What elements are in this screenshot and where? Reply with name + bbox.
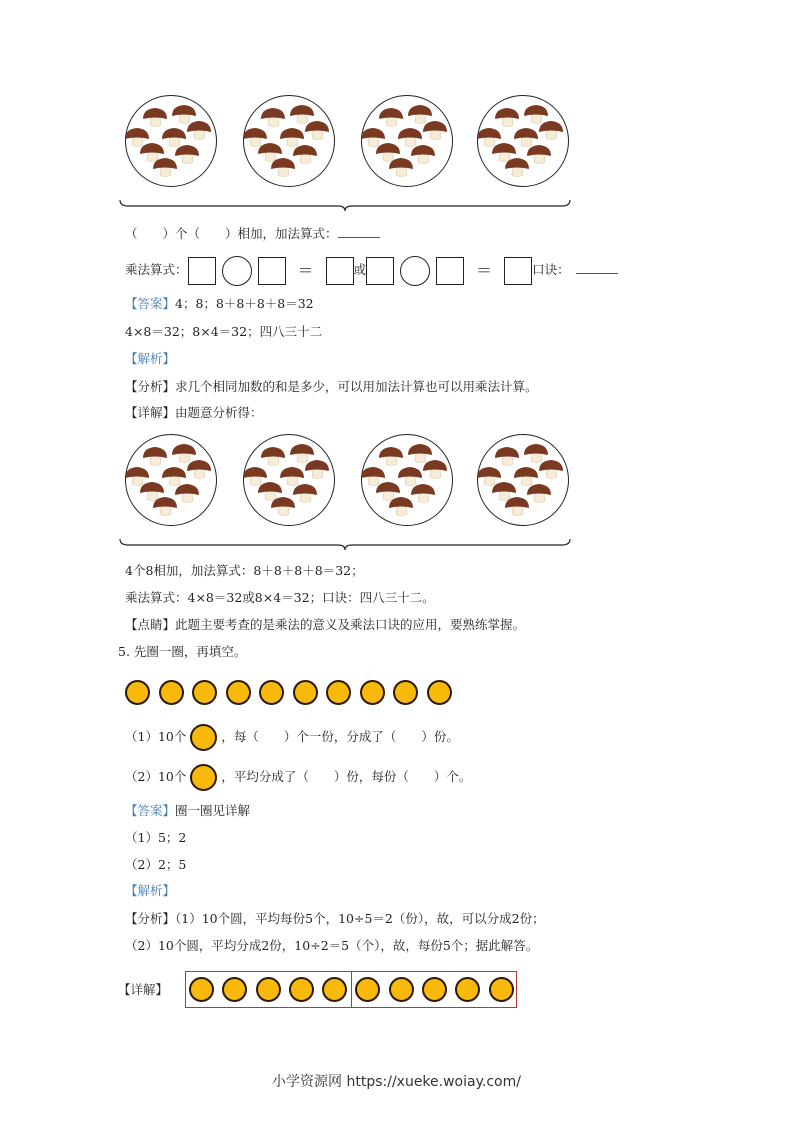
part-prefix: （2）10个 [125, 769, 187, 784]
coin-icon [360, 680, 385, 705]
answer-tag: 【答案】 [125, 296, 176, 311]
mushroom-icon [305, 460, 329, 479]
answer-box[interactable] [326, 257, 354, 285]
coin-icon [422, 977, 447, 1002]
mushroom-icon [290, 444, 314, 463]
mushroom-icon [398, 467, 422, 486]
mushroom-icon [514, 467, 538, 486]
mushroom-icon [271, 497, 295, 516]
mushroom-icon [411, 484, 435, 503]
mushroom-icon [271, 158, 295, 177]
mushroom-icon [293, 484, 317, 503]
coin-icon [393, 680, 418, 705]
mushroom-icon [524, 105, 548, 124]
mushroom-icon [527, 145, 551, 164]
mushroom-icon [153, 158, 177, 177]
mushroom-icon [478, 128, 501, 147]
plate-of-mushrooms [125, 95, 217, 187]
q4-mult-line [125, 255, 618, 286]
analysis-tag: 【解析】 [125, 351, 176, 366]
equals-sign: ＝ [476, 260, 493, 280]
answer-text: 圈一圈见详解 [175, 803, 251, 818]
mushroom-icon [187, 460, 211, 479]
mushroom-icon [411, 145, 435, 164]
q4-solution-1: 4个8相加，加法算式：8＋8＋8＋8＝32； [125, 563, 364, 578]
mushroom-icon [408, 105, 432, 124]
mushroom-icon [527, 484, 551, 503]
q5-xiangjie-tag: 【详解】 [118, 982, 169, 997]
coin-icon [125, 680, 150, 705]
mushroom-icon [258, 482, 282, 501]
answer-box[interactable] [258, 257, 286, 285]
plate-of-mushrooms [243, 95, 335, 187]
fenxi-tag: 【分析】 [125, 379, 176, 394]
mushroom-icon [244, 128, 267, 147]
coin-icon [189, 977, 214, 1002]
q4-answer [125, 296, 314, 312]
q5-title: 5. 先圈一圈，再填空。 [118, 644, 247, 659]
mushroom-icon [280, 467, 304, 486]
mushroom-icon [389, 497, 413, 516]
mushroom-icon [495, 447, 519, 466]
mushroom-icon [290, 105, 314, 124]
brace-icon [118, 537, 572, 551]
coin-icon [389, 977, 414, 1002]
mushroom-icon [408, 444, 432, 463]
fenxi-text: 求几个相同加数的和是多少，可以用加法计算也可以用乘法计算。 [175, 379, 538, 394]
mushroom-icon [293, 145, 317, 164]
answer-box[interactable] [188, 257, 216, 285]
mushroom-icon [379, 108, 403, 127]
mushroom-icon [478, 467, 501, 486]
plate-of-mushrooms [477, 95, 569, 187]
mushroom-icon [143, 447, 167, 466]
q4-fill-text: （ ）个（ ）相加，加法算式： [125, 226, 338, 241]
mushroom-icon [524, 444, 548, 463]
mushroom-icon [539, 460, 563, 479]
coin-icon [190, 724, 217, 751]
brace-icon [118, 198, 572, 212]
mushroom-icon [172, 444, 196, 463]
q4-fenxi [125, 379, 538, 395]
equals-sign: ＝ [297, 260, 314, 280]
xiangjie-text: 由题意分析得： [175, 405, 263, 420]
part-prefix: （1）10个 [125, 729, 187, 744]
mushroom-icon [492, 482, 516, 501]
coin-icon [159, 680, 184, 705]
answer-box[interactable] [366, 257, 394, 285]
part-text: ，平均分成了（ ）份，每份（ ）个。 [221, 769, 472, 784]
q5-answer-2: （2）2；5 [125, 857, 187, 872]
mushroom-icon [175, 145, 199, 164]
or-text: 或 [353, 262, 367, 277]
mushroom-icon [140, 482, 164, 501]
q4-dianjing [125, 617, 525, 633]
coin-icon [293, 680, 318, 705]
mushroom-icon [140, 143, 164, 162]
mushroom-icon [514, 128, 538, 147]
q5-part-2 [125, 762, 471, 792]
koujue-label: 口诀： [532, 262, 570, 277]
mushroom-icon [162, 128, 186, 147]
mushroom-icon [172, 105, 196, 124]
mushroom-icon [492, 143, 516, 162]
mushroom-icon [376, 482, 400, 501]
mushroom-icon [258, 143, 282, 162]
coin-icon [289, 977, 314, 1002]
answer-text: 4；8；8＋8＋8＋8＝32 [175, 296, 314, 311]
mushroom-icon [362, 128, 385, 147]
q5-fenxi-1 [125, 911, 545, 927]
plate-of-mushrooms [477, 434, 569, 526]
q5-fenxi-2: （2）10个圆，平均分成2份，10÷2＝5（个），故，每份5个；据此解答。 [125, 938, 539, 953]
plate-of-mushrooms [361, 434, 453, 526]
mushroom-icon [379, 447, 403, 466]
q4-blank-line [125, 226, 380, 242]
operator-circle[interactable] [400, 256, 430, 286]
operator-circle[interactable] [222, 256, 252, 286]
coin-icon [355, 977, 380, 1002]
coin-row [125, 680, 452, 705]
mushroom-icon [495, 108, 519, 127]
q4-xiangjie [125, 405, 263, 421]
answer-box[interactable] [504, 257, 532, 285]
grouped-coins-box [185, 971, 517, 1008]
mushroom-icon [539, 121, 563, 140]
coin-icon [427, 680, 452, 705]
coin-icon [256, 977, 281, 1002]
mushroom-icon [423, 460, 447, 479]
answer-blank[interactable] [576, 263, 618, 274]
coin-icon [326, 680, 351, 705]
plate-of-mushrooms [125, 434, 217, 526]
mushroom-icon [389, 158, 413, 177]
q5-answer-1: （1）5；2 [125, 830, 187, 845]
q4-solution-2: 乘法算式：4×8＝32或8×4＝32；口诀：四八三十二。 [125, 590, 435, 605]
mushroom-icon [261, 108, 285, 127]
q5-answer [125, 803, 250, 819]
mushroom-icon [305, 121, 329, 140]
footer: 小学资源网 https://xueke.woiay.com/ [272, 1074, 521, 1090]
q4-answer-2: 4×8＝32；8×4＝32；四八三十二 [125, 324, 323, 339]
mushroom-icon [261, 447, 285, 466]
answer-tag: 【答案】 [125, 803, 176, 818]
mushroom-icon [398, 128, 422, 147]
mushroom-icon [175, 484, 199, 503]
coin-icon [489, 977, 514, 1002]
dianjing-text: 此题主要考查的是乘法的意义及乘法口诀的应用，要熟练掌握。 [175, 617, 526, 632]
coin-icon [226, 680, 251, 705]
xiangjie-tag: 【详解】 [125, 405, 176, 420]
mushroom-icon [187, 121, 211, 140]
coin-icon [192, 680, 217, 705]
plate-of-mushrooms [361, 95, 453, 187]
mushroom-icon [280, 128, 304, 147]
mushroom-icon [126, 128, 149, 147]
mushroom-icon [423, 121, 447, 140]
coin-icon [455, 977, 480, 1002]
group-divider [351, 972, 352, 1007]
coin-icon [190, 764, 217, 791]
coin-icon [259, 680, 284, 705]
part-text: ，每（ ）个一份，分成了（ ）份。 [221, 729, 459, 744]
coin-icon [322, 977, 347, 1002]
mushroom-icon [376, 143, 400, 162]
answer-box[interactable] [436, 257, 464, 285]
q5-part-1 [125, 722, 459, 752]
analysis-tag: 【解析】 [125, 883, 176, 898]
coin-icon [222, 977, 247, 1002]
mushroom-icon [244, 467, 267, 486]
dianjing-tag: 【点睛】 [125, 617, 176, 632]
plate-of-mushrooms [243, 434, 335, 526]
fenxi-text: （1）10个圆，平均每份5个，10÷5＝2（份），故，可以分成2份； [175, 911, 545, 926]
mushroom-icon [505, 158, 529, 177]
mult-label: 乘法算式： [125, 262, 188, 277]
mushroom-icon [126, 467, 149, 486]
mushroom-icon [162, 467, 186, 486]
mushroom-icon [505, 497, 529, 516]
answer-blank[interactable] [338, 227, 380, 238]
fenxi-tag: 【分析】 [125, 911, 176, 926]
mushroom-icon [153, 497, 177, 516]
mushroom-icon [143, 108, 167, 127]
mushroom-icon [362, 467, 385, 486]
